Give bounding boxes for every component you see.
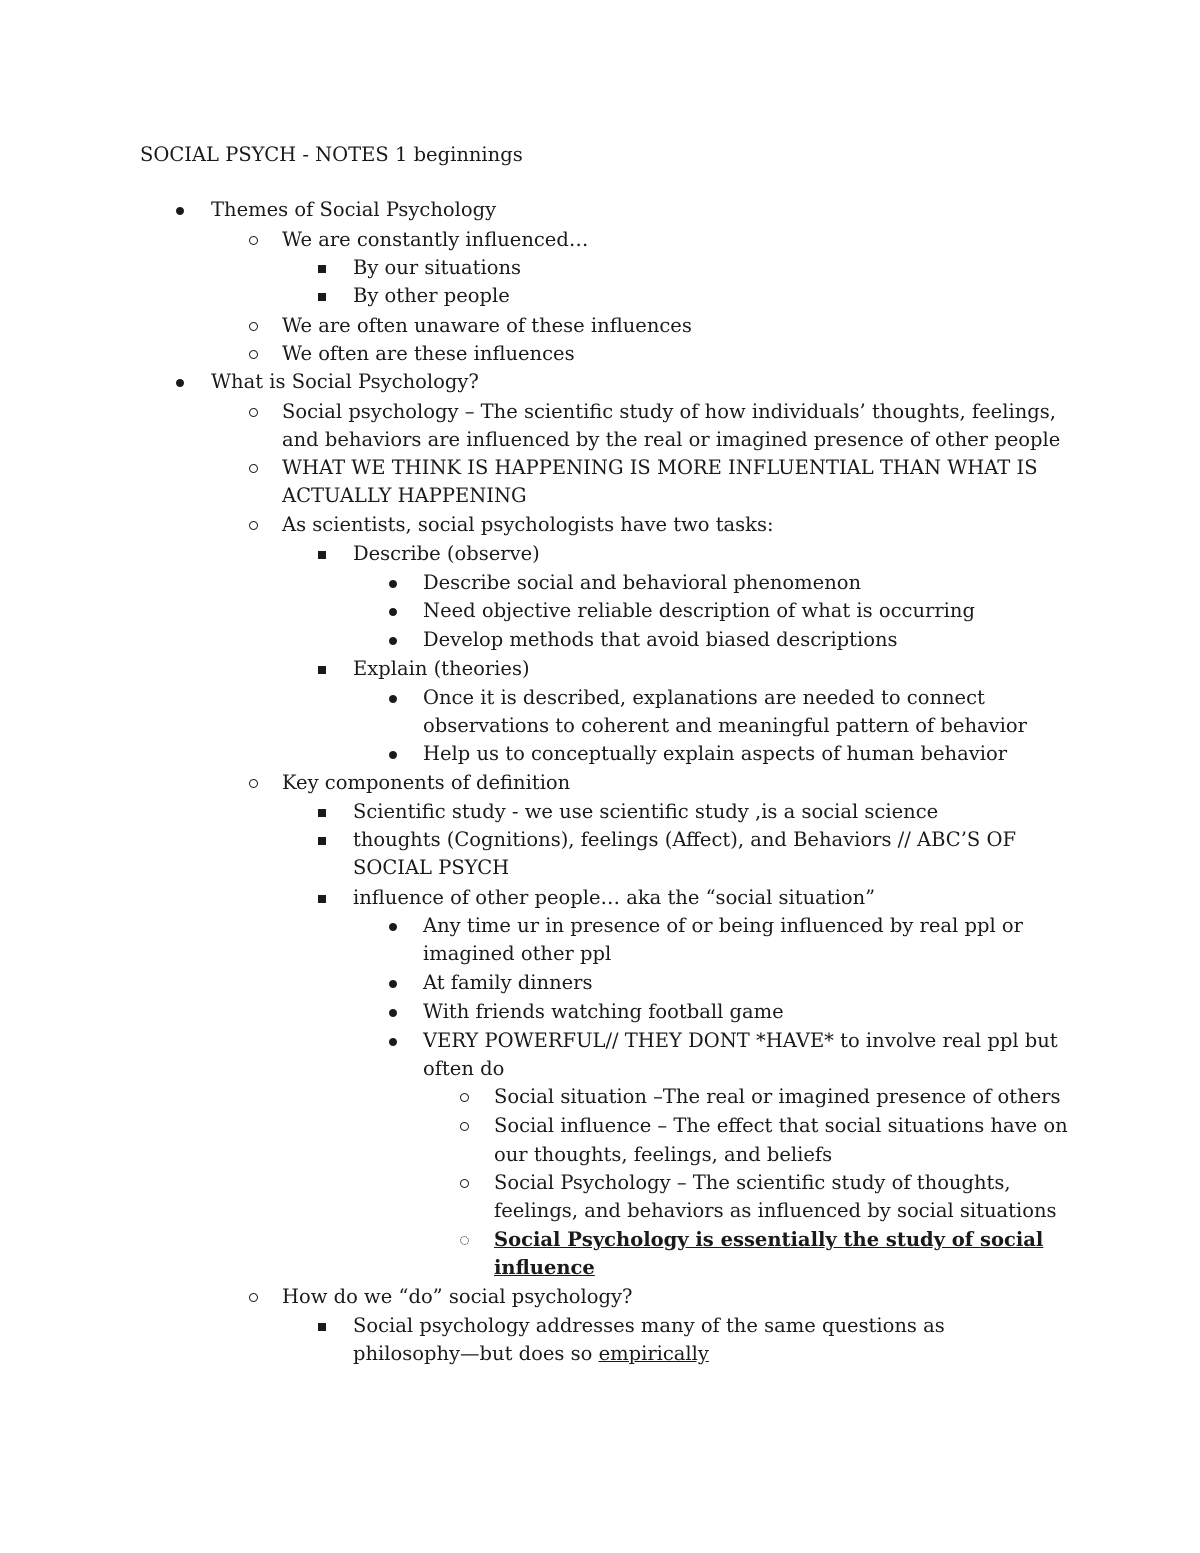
bullet-disc bbox=[389, 1027, 397, 1055]
bullet-circle bbox=[460, 1112, 469, 1140]
bullet-square bbox=[318, 282, 326, 310]
list-item-continuation: and behaviors are influenced by the real or imagined presence of other people bbox=[282, 428, 1061, 451]
list-item: Develop methods that avoid biased descriptions bbox=[423, 628, 898, 651]
list-item: Scientific study - we use scientific study ,is a social science bbox=[353, 800, 939, 823]
list-item: thoughts (Cognitions), feelings (Affect), and Behaviors // ABC’S OF bbox=[353, 828, 1016, 851]
bullet-square bbox=[318, 826, 326, 854]
list-item-continuation: observations to coherent and meaningful pattern of behavior bbox=[423, 714, 1027, 737]
page-title: SOCIAL PSYCH - NOTES 1 beginnings bbox=[140, 143, 523, 166]
list-item-continuation: SOCIAL PSYCH bbox=[353, 856, 510, 879]
bullet-circle bbox=[249, 340, 258, 368]
list-item: What is Social Psychology? bbox=[211, 370, 479, 393]
list-item: With friends watching football game bbox=[423, 1000, 784, 1023]
bullet-circle bbox=[249, 454, 258, 482]
bullet-circle bbox=[249, 398, 258, 426]
bullet-square bbox=[318, 540, 326, 568]
bullet-square bbox=[318, 798, 326, 826]
list-item: We often are these influences bbox=[282, 342, 575, 365]
bullet-circle bbox=[249, 511, 258, 539]
list-item: Once it is described, explanations are needed to connect bbox=[423, 686, 985, 709]
list-item: Key components of definition bbox=[282, 771, 571, 794]
list-item-continuation: often do bbox=[423, 1057, 505, 1080]
bullet-disc bbox=[389, 740, 397, 768]
bullet-disc bbox=[389, 569, 397, 597]
bullet-circle bbox=[249, 312, 258, 340]
list-item-continuation: our thoughts, feelings, and beliefs bbox=[494, 1143, 833, 1166]
bullet-square bbox=[318, 254, 326, 282]
list-item: Themes of Social Psychology bbox=[211, 198, 497, 221]
bullet-circle bbox=[249, 226, 258, 254]
list-item: Social situation –The real or imagined presence of others bbox=[494, 1085, 1061, 1108]
bullet-circle bbox=[460, 1169, 469, 1197]
list-item: Social psychology – The scientific study of how individuals’ thoughts, feelings, bbox=[282, 400, 1056, 423]
bullet-square bbox=[318, 655, 326, 683]
list-item: WHAT WE THINK IS HAPPENING IS MORE INFLUENTIAL THAN WHAT IS bbox=[282, 456, 1038, 479]
bullet-circle bbox=[249, 769, 258, 797]
list-item: Social psychology addresses many of the same questions as bbox=[353, 1314, 945, 1337]
bullet-disc bbox=[389, 597, 397, 625]
bullet-disc bbox=[389, 626, 397, 654]
underlined-word: empirically bbox=[598, 1342, 709, 1365]
list-item: influence of other people… aka the “social situation” bbox=[353, 886, 876, 909]
list-item: Explain (theories) bbox=[353, 657, 530, 680]
list-item: At family dinners bbox=[423, 971, 593, 994]
bullet-circle bbox=[460, 1083, 469, 1111]
list-item: By our situations bbox=[353, 256, 522, 279]
bullet-disc bbox=[176, 368, 184, 396]
list-item-continuation bbox=[353, 1340, 709, 1368]
list-item: How do we “do” social psychology? bbox=[282, 1285, 633, 1308]
list-item: Describe social and behavioral phenomenon bbox=[423, 571, 862, 594]
list-item: We are often unaware of these influences bbox=[282, 314, 692, 337]
list-item-continuation: feelings, and behaviors as influenced by social situations bbox=[494, 1199, 1057, 1222]
bullet-circle bbox=[249, 1283, 258, 1311]
bullet-disc bbox=[176, 196, 184, 224]
list-item: Any time ur in presence of or being influenced by real ppl or bbox=[423, 914, 1023, 937]
bullet-disc bbox=[389, 969, 397, 997]
bullet-square bbox=[318, 884, 326, 912]
bullet-square bbox=[318, 1312, 326, 1340]
list-item: VERY POWERFUL// THEY DONT *HAVE* to involve real ppl but bbox=[423, 1029, 1058, 1052]
list-item: By other people bbox=[353, 284, 510, 307]
bullet-disc bbox=[389, 998, 397, 1026]
list-item: Social influence – The effect that social situations have on bbox=[494, 1114, 1068, 1137]
text-run: philosophy—but does so bbox=[353, 1342, 599, 1365]
list-item: Help us to conceptually explain aspects of human behavior bbox=[423, 742, 1008, 765]
bullet-disc bbox=[389, 684, 397, 712]
list-item-emphasis-continuation: influence bbox=[494, 1256, 595, 1279]
list-item: Describe (observe) bbox=[353, 542, 540, 565]
list-item-continuation: ACTUALLY HAPPENING bbox=[282, 484, 527, 507]
list-item: Social Psychology – The scientific study of thoughts, bbox=[494, 1171, 1011, 1194]
list-item: We are constantly influenced… bbox=[282, 228, 589, 251]
list-item-continuation: imagined other ppl bbox=[423, 942, 612, 965]
bullet-dotted-circle bbox=[460, 1226, 469, 1254]
list-item: Need objective reliable description of what is occurring bbox=[423, 599, 975, 622]
list-item-emphasis: Social Psychology is essentially the study of social bbox=[494, 1228, 1044, 1251]
bullet-disc bbox=[389, 912, 397, 940]
list-item: As scientists, social psychologists have two tasks: bbox=[282, 513, 774, 536]
